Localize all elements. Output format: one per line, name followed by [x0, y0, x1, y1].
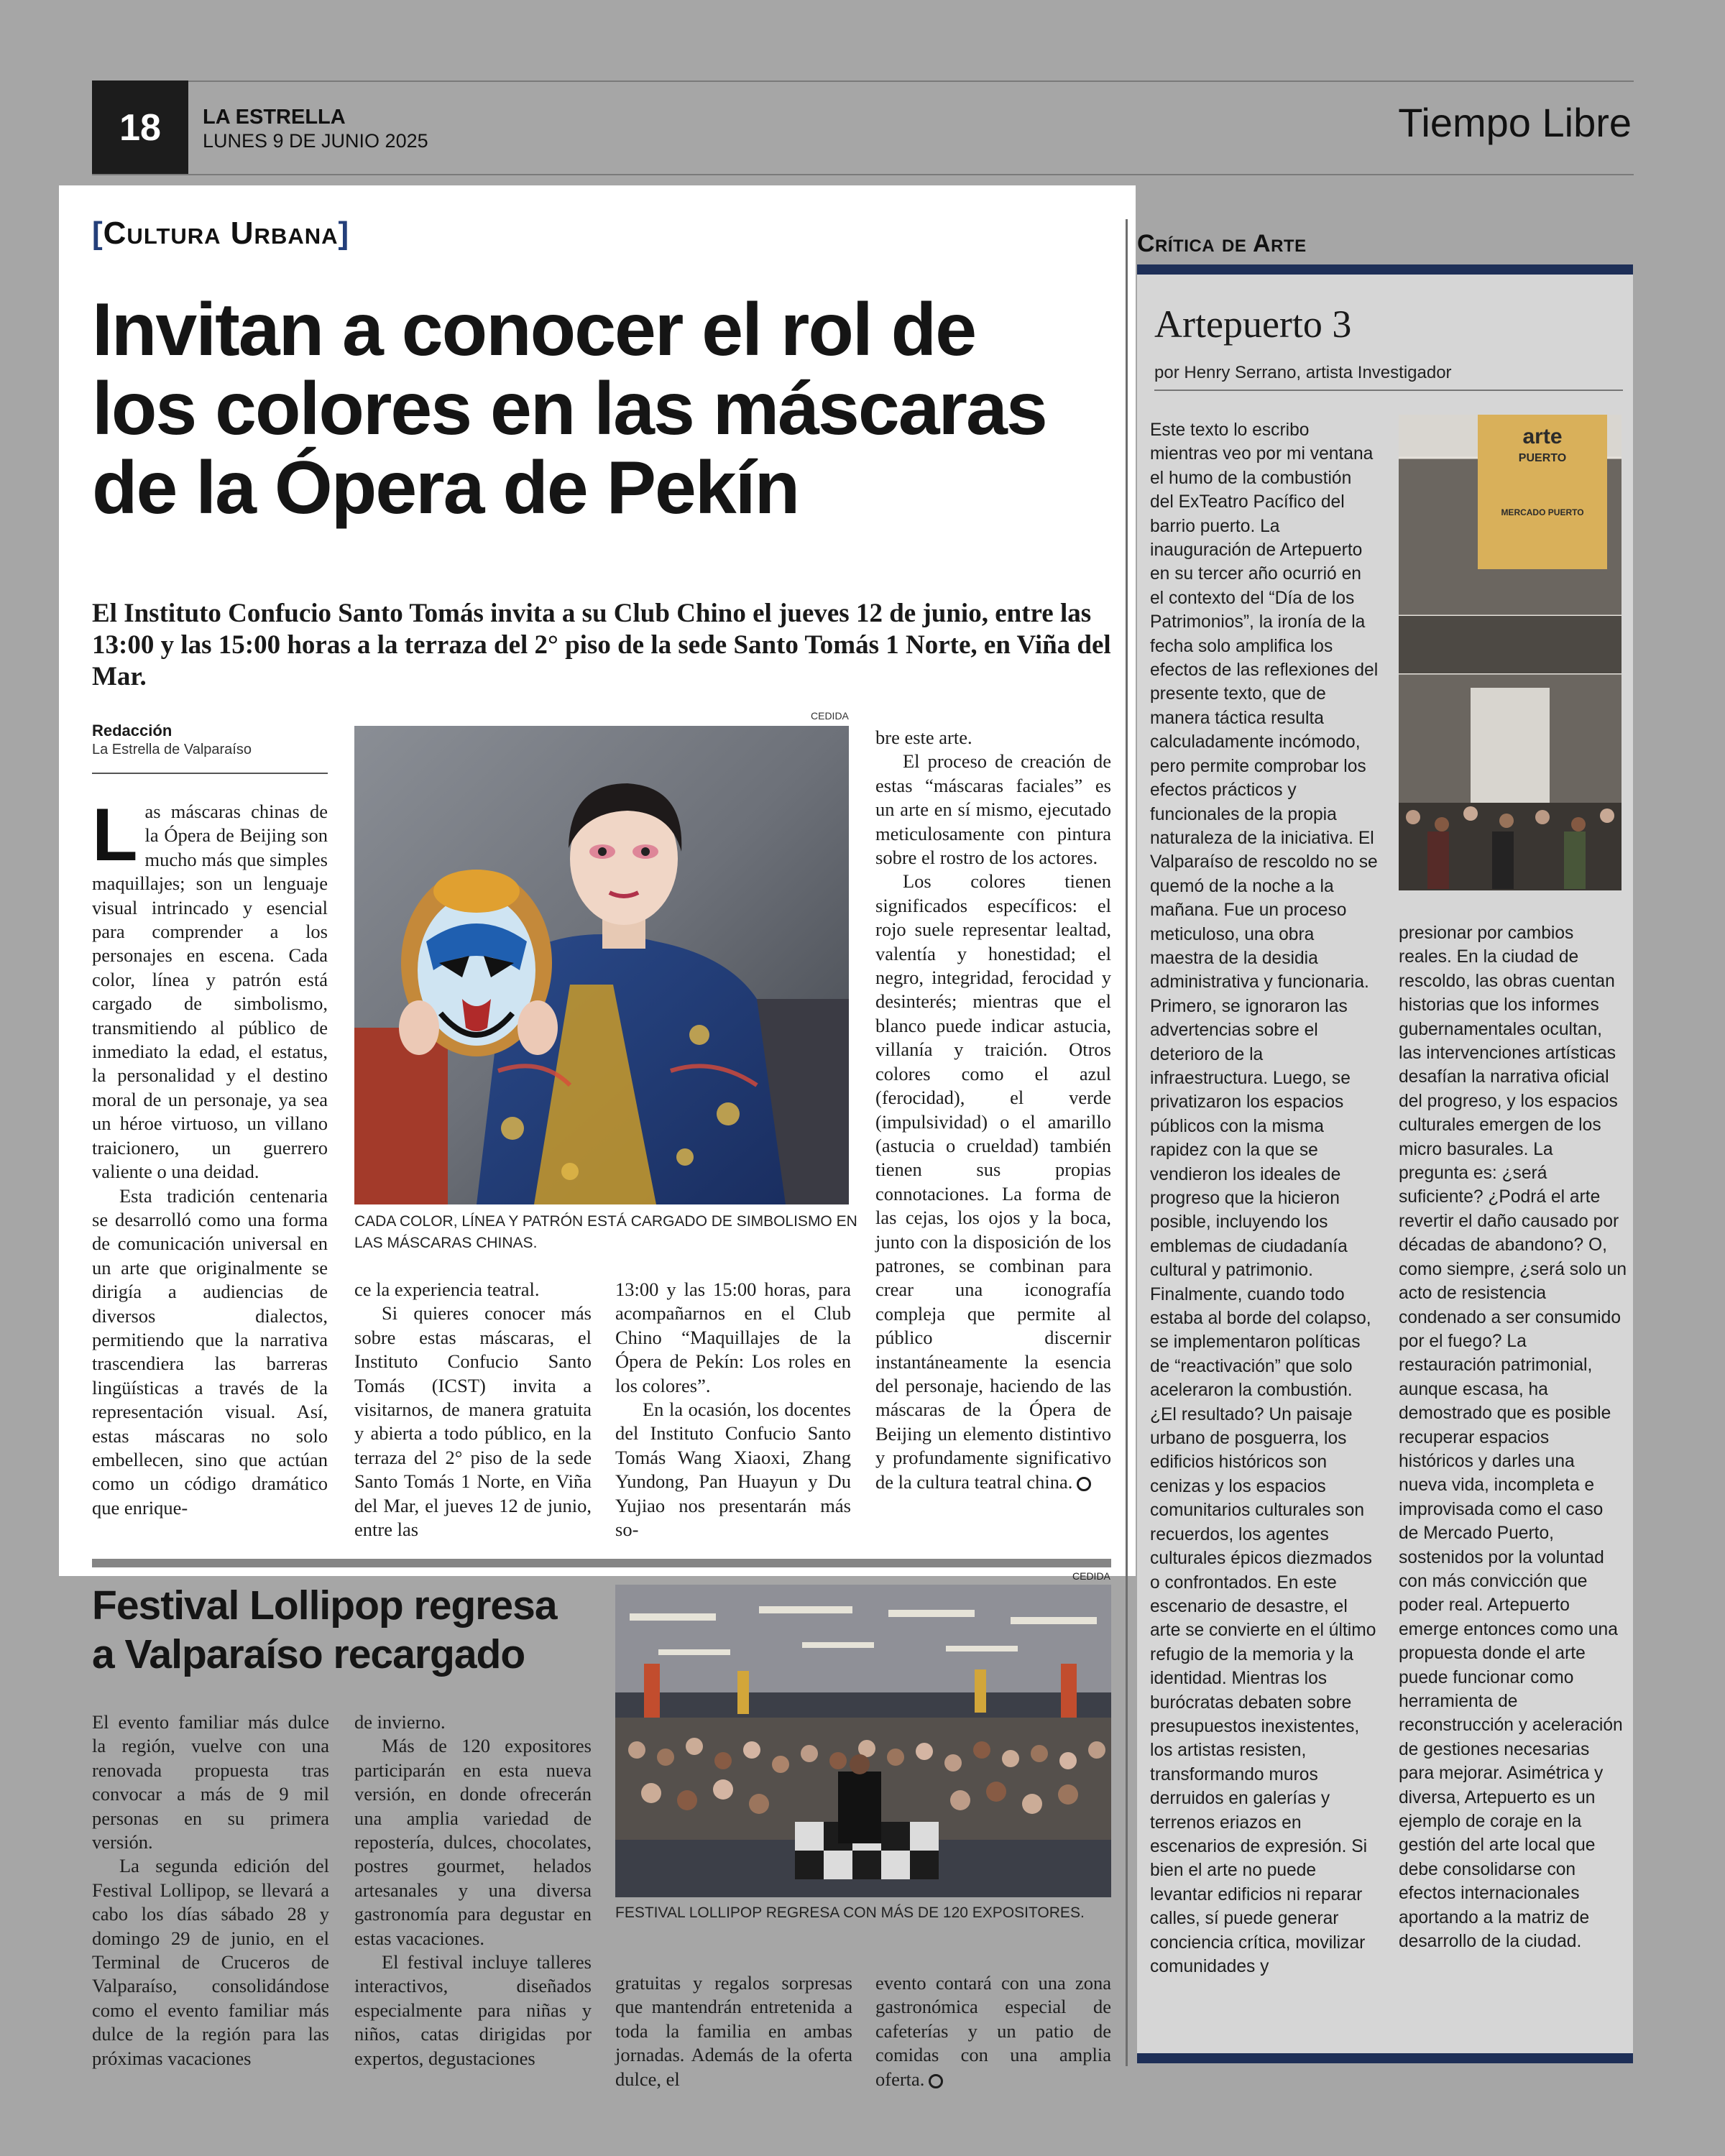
- body-paragraph: [875, 870, 1111, 1494]
- lollipop-column-1: [92, 1710, 329, 2070]
- body-paragraph: [92, 793, 328, 1184]
- body-paragraph: bre este arte.: [875, 727, 972, 748]
- byline-author: Redacción: [92, 722, 172, 740]
- top-rule: [92, 80, 1634, 82]
- photo-credit: CEDIDA: [811, 710, 849, 722]
- sidebar-kicker: Crítica de Arte: [1137, 230, 1307, 257]
- body-paragraph: Si quieres conocer más sobre estas máscaras, el Instituto Confucio Santo Tomás (ICST) invita a visitarnos, de manera gratuita y abierta a todo público, en la terraza del 2° piso de la sede Santo Tomás 1 Norte, en Viña del Mar, el jueves 12 de junio, entre las: [354, 1302, 592, 1541]
- main-headline: [92, 290, 1120, 528]
- opera-mask-photo: [354, 726, 849, 1204]
- body-paragraph: de invierno.: [354, 1711, 446, 1733]
- body-paragraph: [875, 1971, 1111, 2091]
- kicker-bracket-open: [: [92, 216, 104, 251]
- banner-text: MERCADO PUERTO: [1501, 507, 1584, 517]
- section-name: Tiempo Libre: [1398, 100, 1632, 145]
- byline-rule: [92, 773, 328, 774]
- sidebar-bottom-bar: [1137, 2053, 1633, 2063]
- lollipop-column-4: [875, 1971, 1111, 2090]
- banner-text: PUERTO: [1518, 452, 1567, 464]
- article-column-4: [875, 726, 1111, 1545]
- festival-crowd-photo: [615, 1585, 1111, 1897]
- kicker-text: Cultura Urbana: [103, 216, 339, 251]
- headline-line: de la Ópera de Pekín: [92, 446, 799, 530]
- sidebar-column-2: presionar por cambios reales. En la ciudad de rescoldo, las obras cuentan historias que los informes gubernamentales ocultan, las intervenciones artísticas desafían la narrativa oficial del progreso, y los espacios culturales emergen de los micro basurales. La pregunta es: ¿será suficiente? ¿Podrá el arte revertir el daño causado por décadas de abandono? O, como siempre, ¿será solo un acto de resistencia condenado a ser consumido por el fuego? La restauración patrimonial, aunque escasa, ha demostrado que es posible recuperar espacios históricos y darles una nueva vida, incompleta e improvisada como el caso de Mercado Puerto, sostenidos por la voluntad con más convicción que poder real. Artepuerto emerge entonces como una propuesta donde el arte puede funcionar como herramienta de reconstrucción y aceleración de gestiones necesarias para mejorar. Asimétrica y diversa, Artepuerto es un ejemplo de coraje en la gestión del arte local que debe consolidarse con efectos internacionales aportando a la matriz de desarrollo de la ciudad.: [1399, 923, 1627, 1952]
- lollipop-column-3: [615, 1971, 852, 2090]
- newspaper-name: LA ESTRELLA: [203, 106, 346, 129]
- body-paragraph: El proceso de creación de estas “máscaras faciales” es un arte en sí mismo, ejecutado meticulosamente con pintura sobre el rostro de los actores.: [875, 750, 1111, 869]
- body-paragraph: Esta tradición centenaria se desarrolló como una forma de comunicación universal en un arte que originalmente se dirigía a audiencias de diversos dialectos, permitiendo que la narrativa trascendiera las barreras lingüísticas a través de la representación visual. Así, estas máscaras no solo embellecen, sino que actúan como un código dramático que enrique-: [92, 1184, 328, 1519]
- column-separator: [1126, 219, 1128, 2066]
- sidebar-title: Artepuerto 3: [1154, 303, 1352, 346]
- kicker-bracket-close: ]: [338, 216, 350, 251]
- body-paragraph: 13:00 y las 15:00 horas, para acompañarnos en el Club Chino “Maquillajes de la Ópera de Pekín: Los roles en los colores”.: [615, 1279, 851, 1396]
- edition-date: LUNES 9 DE JUNIO 2025: [203, 130, 428, 152]
- sidebar-top-bar: [1137, 264, 1633, 275]
- body-paragraph: En la ocasión, los docentes del Instituto Confucio Santo Tomás Wang Xiaoxi, Zhang Yundong, Pan Huayun y Du Yujiao nos presentarán más so-: [615, 1399, 851, 1541]
- body-paragraph: El evento familiar más dulce la región, vuelve con una renovada propuesta tras convocar a más de 9 mil personas en su primera versión.: [92, 1711, 329, 1853]
- body-paragraph: El festival incluye talleres interactivos, diseñados especialmente para niñas y niños, catas dirigidas por expertos, degustaciones: [354, 1951, 592, 2069]
- end-mark-icon: [1077, 1477, 1091, 1491]
- body-paragraph: La segunda edición del Festival Lollipop, se llevará a cabo los días sábado 28 y domingo 29 de junio, en el Terminal de Cruceros de Valparaíso, consolidándose como el evento familiar más dulce de la región para las próximas vacaciones: [92, 1855, 329, 2069]
- opera-mask-illustration: [354, 726, 849, 1204]
- article-kicker: [92, 216, 349, 252]
- paragraph-text: evento contará con una zona gastronómica especial de cafeterías y un patio de comidas con una amplia oferta.: [875, 1972, 1111, 2090]
- festival-crowd-illustration: [615, 1585, 1111, 1897]
- article-deck: El Instituto Confucio Santo Tomás invita a su Club Chino el jueves 12 de junio, entre las 13:00 y las 15:00 horas a la terraza del 2° piso de la sede Santo Tomás 1 Norte, en Viña del Mar.: [92, 599, 1111, 691]
- article-separator-rule: [92, 1559, 1111, 1567]
- sidebar-byline: por Henry Serrano, artista Investigador: [1154, 363, 1452, 382]
- banner-text: arte: [1522, 425, 1563, 448]
- article-column-3: [615, 1278, 851, 1544]
- body-paragraph: gratuitas y regalos sorpresas que mantendrán entretenida a toda la familia en ambas jornadas. Además de la oferta dulce, el: [615, 1972, 852, 2090]
- article-column-1: [92, 793, 328, 1540]
- body-paragraph: ce la experiencia teatral.: [354, 1279, 540, 1300]
- headline-line: Invitan a conocer el rol de: [92, 288, 976, 372]
- lollipop-column-2: [354, 1710, 592, 2070]
- headline-line: a Valparaíso recargado: [92, 1631, 525, 1677]
- headline-line: los colores en las máscaras: [92, 367, 1046, 451]
- paragraph-text: as máscaras chinas de la Ópera de Beijing son mucho más que simples maquillajes; son un lenguaje visual intrincado y esencial para comprender a los personajes en escena. Cada color, línea y patrón está cargado de simbolismo, transmitiendo al público de inmediato la edad, el estatus, la personalidad y el destino moral de un personaje, ya sea un héroe virtuoso, un villano traicionero, un guerrero valiente o una deidad.: [92, 801, 328, 1183]
- drop-cap: L: [92, 793, 138, 877]
- paragraph-text: Los colores tienen significados específicos: el rojo suele representar lealtad, valentía y honestidad; el negro, integridad, ferocidad y desinterés; mientras que el blanco puede indicar astucia, villanía y traición. Otros colores como el azul (ferocidad), el verde (impulsividad) o el amarillo (astucia o crueldad) también tienen sus propias connotaciones. La forma de las cejas, los ojos y la boca, junto con la disposición de los patrones, se combinan para crear una iconografía compleja que permite al público discernir instantáneamente la esencia del personaje, haciendo de las máscaras de la Ópera de Beijing un elemento distintivo y profundamente significativo de la cultura teatral china.: [875, 870, 1111, 1493]
- photo-credit: CEDIDA: [1072, 1570, 1110, 1582]
- sidebar-column-1: Este texto lo escribo mientras veo por mi ventana el humo de la combustión del ExTeatro Pacífico del barrio puerto. La inauguración de Artepuerto en su tercer año ocurrió en el contexto del “Día de los Patrimonios”, la ironía de la fecha solo amplifica los efectos de las reflexiones del presente texto, que de manera táctica resulta calculadamente incómodo, pero permite comprobar los efectos prácticos y funcionales de la propia naturaleza de la iniciativa. El Valparaíso de rescoldo no se quemó de la noche a la mañana. Fue un proceso meticuloso, una obra maestra de la desidia administrativa y funcionaria. Primero, se ignoraron las advertencias sobre el deterioro de la infraestructura. Luego, se privatizaron los espacios públicos con la misma rapidez con la que se vendieron los ideales de progreso que la hicieron posible, incluyendo los emblemas de ciudadanía cultural y patrimonio. Finalmente, cuando todo estaba al borde del colapso, se implementaron políticas de “reactivación” que solo aceleraron la combustión. ¿El resultado? Un paisaje urbano de posguerra, los edificios históricos son cenizas y los espacios comunitarios culturales son recuerdos, los agentes culturales épicos diezmados o confrontados. En este escenario de desastre, el arte se convierte en el último refugio de la memoria y la identidad. Mientras los burócratas debaten sobre presupuestos inexistentes, los artistas resisten, transformando muros derruidos en galerías y terrenos eriazos en escenarios de expresión. Si bien el arte no puede levantar edificios ni reparar calles, sí puede generar conciencia crítica, movilizar comunidades y: [1150, 420, 1379, 1976]
- artepuerto-illustration: [1399, 415, 1622, 890]
- photo-caption: CADA COLOR, LÍNEA Y PATRÓN ESTÁ CARGADO DE SIMBOLISMO EN LAS MÁSCARAS CHINAS.: [354, 1213, 857, 1251]
- end-mark-icon: [929, 2074, 943, 2088]
- body-paragraph: Más de 120 expositores participarán en esta nueva versión, en donde ofrecerán una amplia variedad de repostería, dulces, chocolates, postres gourmet, helados artesanales y una diversa gastronomía para degustar en estas vacaciones.: [354, 1735, 592, 1949]
- article-column-2: [354, 1278, 592, 1544]
- photo-caption: FESTIVAL LOLLIPOP REGRESA CON MÁS DE 120 EXPOSITORES.: [615, 1904, 1085, 1921]
- page-number: 18: [92, 80, 188, 175]
- artepuerto-photo: [1399, 415, 1622, 890]
- lollipop-headline: [92, 1581, 617, 1679]
- byline-organization: La Estrella de Valparaíso: [92, 742, 252, 757]
- headline-line: Festival Lollipop regresa: [92, 1583, 557, 1628]
- header-rule: [92, 174, 1634, 175]
- sidebar-byline-rule: [1154, 390, 1623, 391]
